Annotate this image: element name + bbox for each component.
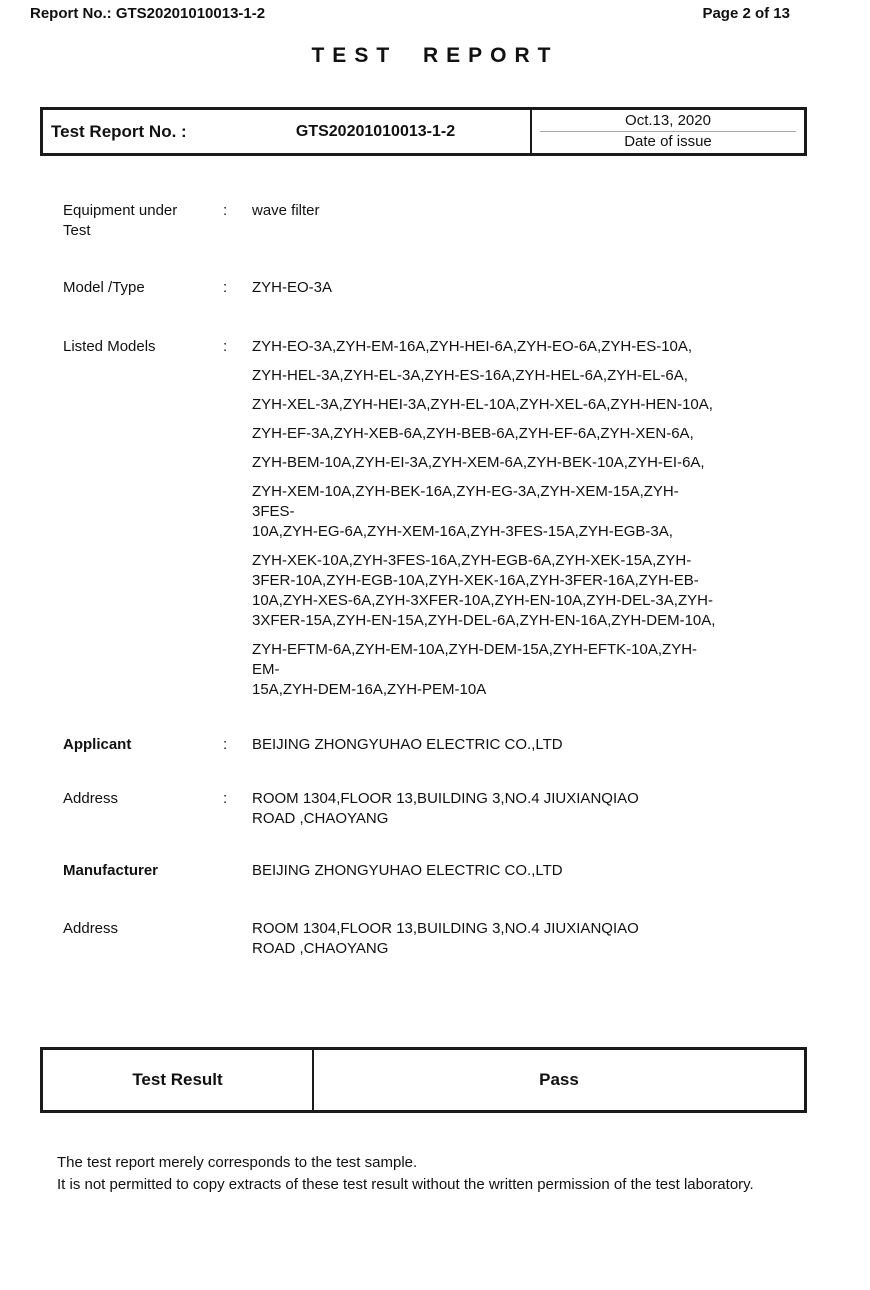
manufacturer-value: BEIJING ZHONGYUHAO ELECTRIC CO.,LTD — [252, 862, 563, 879]
page-running-header — [30, 5, 790, 22]
models-line: 15A,ZYH-DEM-16A,ZYH-PEM-10A — [252, 681, 487, 698]
report-no-value: GTS20201010013-1-2 — [295, 122, 456, 140]
models-line: 3XFER-15A,ZYH-EN-15A,ZYH-DEL-6A,ZYH-EN-16A,ZYH-DEM-10A, — [252, 612, 716, 629]
model-type-value: ZYH-EO-3A — [252, 279, 333, 296]
equipment-value: wave filter — [252, 202, 320, 219]
disclaimer-line-1: The test report merely corresponds to the test sample. — [57, 1154, 418, 1171]
applicant-value: BEIJING ZHONGYUHAO ELECTRIC CO.,LTD — [252, 736, 563, 753]
models-line: ZYH-HEL-3A,ZYH-EL-3A,ZYH-ES-16A,ZYH-HEL-6A,ZYH-EL-6A, — [252, 367, 688, 384]
models-line: 3FER-10A,ZYH-EGB-10A,ZYH-XEK-16A,ZYH-3FER-16A,ZYH-EB- — [252, 572, 699, 589]
issue-date-value: Oct.13, 2020 — [625, 112, 711, 129]
address-line: ROAD ,CHAOYANG — [252, 940, 389, 957]
equipment-label: Equipment under Test — [63, 202, 178, 239]
models-paragraph — [252, 366, 720, 386]
header-report-no: Report No.: GTS20201010013-1-2 — [30, 5, 266, 22]
models-line: ZYH-XEK-10A,ZYH-3FES-16A,ZYH-EGB-6A,ZYH-XEK-15A,ZYH- — [252, 552, 692, 569]
applicant-address-colon: : — [223, 790, 228, 807]
manufacturer-address-label: Address — [63, 920, 119, 937]
listed-models-colon: : — [223, 338, 228, 355]
field-applicant-address — [63, 789, 870, 829]
models-line: 10A,ZYH-EG-6A,ZYH-XEM-16A,ZYH-3FES-15A,ZYH-EGB-3A, — [252, 523, 673, 540]
test-result-value: Pass — [539, 1070, 579, 1089]
models-paragraph — [252, 395, 720, 415]
date-of-issue-cell — [530, 110, 804, 153]
listed-models-label: Listed Models — [63, 338, 156, 355]
report-info-table — [40, 107, 807, 156]
model-type-label: Model /Type — [63, 279, 145, 296]
test-result-table — [40, 1047, 807, 1113]
report-info-left-cell — [43, 110, 530, 153]
field-manufacturer-address — [63, 919, 870, 959]
address-line: ROOM 1304,FLOOR 13,BUILDING 3,NO.4 JIUXIANQIAO — [252, 920, 639, 937]
models-line: ZYH-XEM-10A,ZYH-BEK-16A,ZYH-EG-3A,ZYH-XEM-15A,ZYH-3FES- — [252, 483, 679, 520]
manufacturer-address-value — [252, 919, 720, 959]
field-listed-models — [63, 337, 870, 700]
applicant-colon: : — [223, 736, 228, 753]
models-line: ZYH-EO-3A,ZYH-EM-16A,ZYH-HEI-6A,ZYH-EO-6A,ZYH-ES-10A, — [252, 338, 693, 355]
date-separator-line — [540, 131, 796, 132]
applicant-address-label: Address — [63, 790, 119, 807]
models-line: 10A,ZYH-XES-6A,ZYH-3XFER-10A,ZYH-EN-10A,ZYH-DEL-3A,ZYH- — [252, 592, 713, 609]
document-title: TEST REPORT — [311, 44, 559, 67]
models-line: ZYH-BEM-10A,ZYH-EI-3A,ZYH-XEM-6A,ZYH-BEK-10A,ZYH-EI-6A, — [252, 454, 705, 471]
model-type-colon: : — [223, 279, 228, 296]
applicant-address-value — [252, 789, 720, 829]
footer-disclaimer — [57, 1152, 835, 1196]
address-line: ROAD ,CHAOYANG — [252, 810, 389, 827]
field-manufacturer — [63, 861, 870, 881]
models-paragraph — [252, 640, 720, 700]
disclaimer-line-2: It is not permitted to copy extracts of these test result without the written permission of the test laboratory. — [57, 1176, 754, 1193]
report-no-label: Test Report No. : — [51, 121, 187, 141]
models-line: ZYH-EF-3A,ZYH-XEB-6A,ZYH-BEB-6A,ZYH-EF-6A,ZYH-XEN-6A, — [252, 425, 694, 442]
issue-date-caption: Date of issue — [624, 133, 712, 150]
models-paragraph — [252, 424, 720, 444]
equipment-colon: : — [223, 202, 228, 219]
listed-models-value — [252, 337, 720, 700]
models-paragraph — [252, 337, 720, 357]
field-equipment-under-test — [63, 201, 870, 241]
models-paragraph — [252, 453, 720, 473]
models-line: ZYH-EFTM-6A,ZYH-EM-10A,ZYH-DEM-15A,ZYH-EFTK-10A,ZYH-EM- — [252, 641, 698, 678]
manufacturer-label: Manufacturer — [63, 862, 159, 879]
address-line: ROOM 1304,FLOOR 13,BUILDING 3,NO.4 JIUXIANQIAO — [252, 790, 639, 807]
test-result-label: Test Result — [43, 1050, 314, 1110]
field-applicant — [63, 735, 870, 755]
models-paragraph — [252, 482, 720, 542]
applicant-label: Applicant — [63, 736, 132, 753]
field-model-type — [63, 278, 870, 298]
models-line: ZYH-XEL-3A,ZYH-HEI-3A,ZYH-EL-10A,ZYH-XEL-6A,ZYH-HEN-10A, — [252, 396, 713, 413]
report-fields — [63, 201, 870, 959]
header-page-number: Page 2 of 13 — [702, 5, 790, 22]
models-paragraph — [252, 551, 720, 631]
